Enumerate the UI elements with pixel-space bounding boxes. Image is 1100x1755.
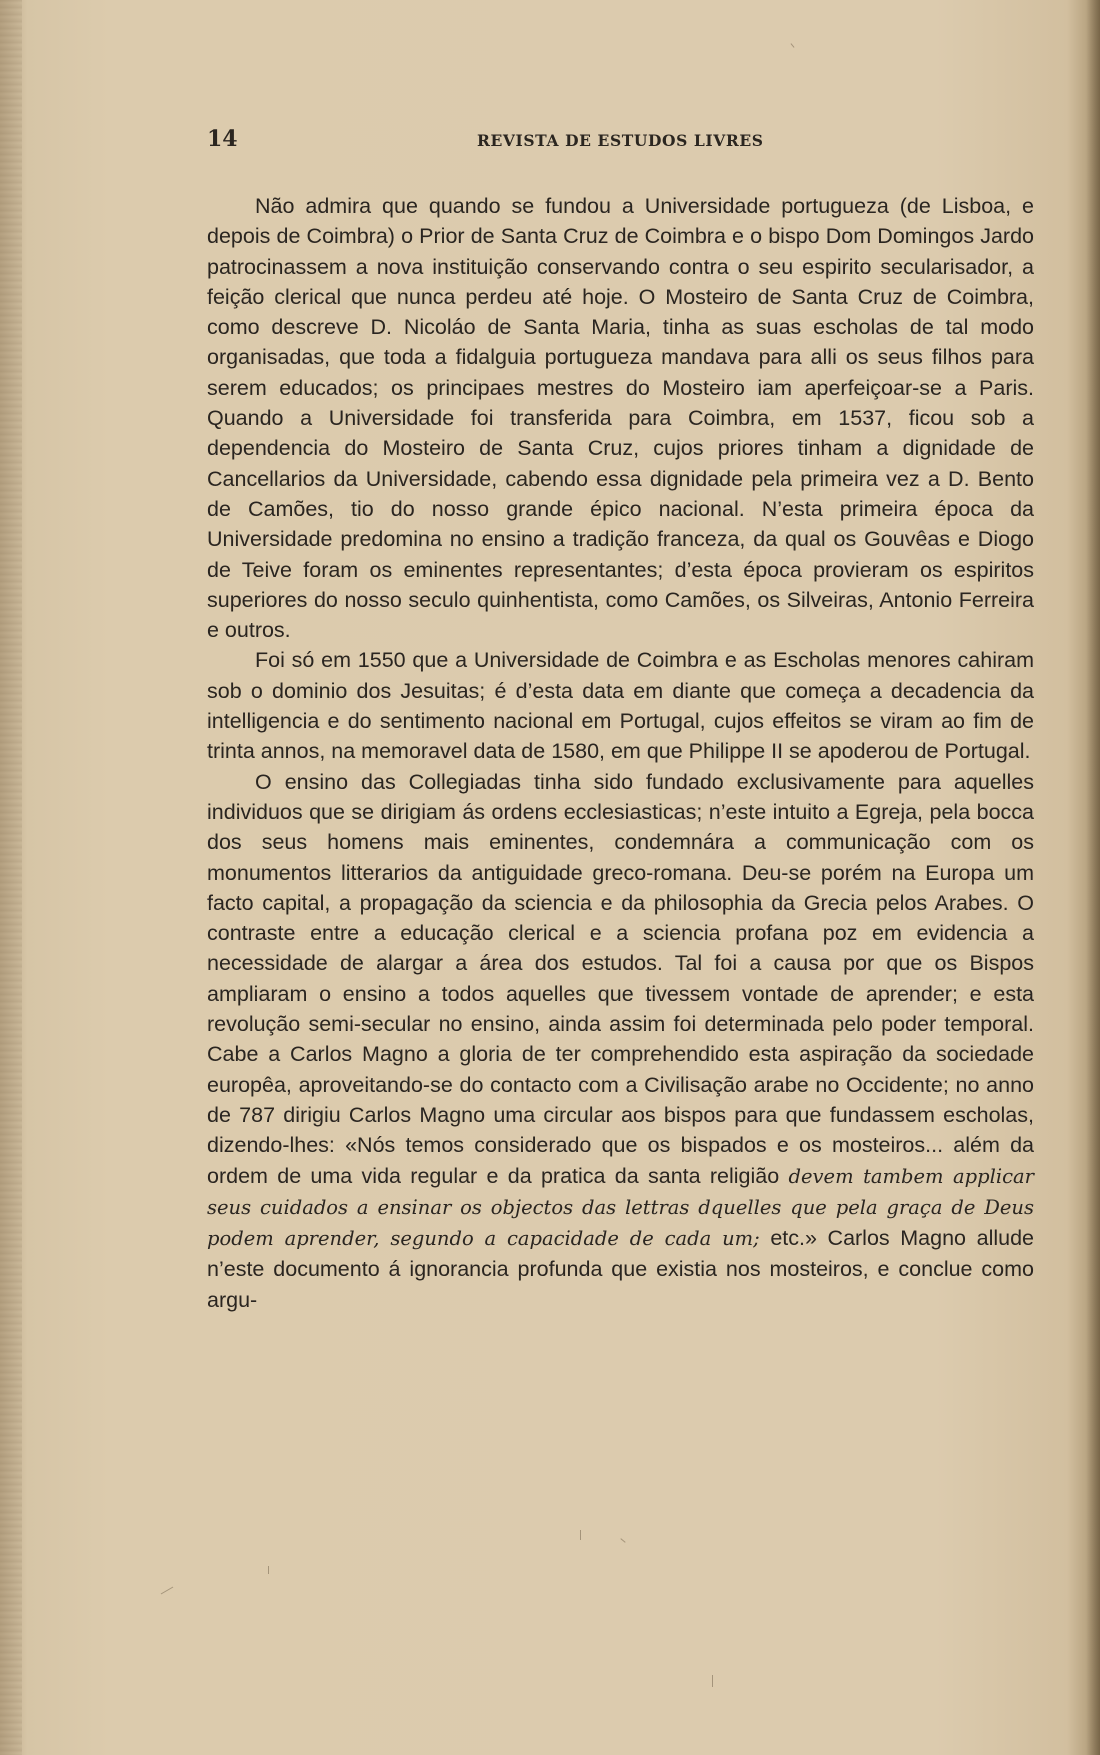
paragraph-3: [207, 767, 1034, 1315]
page-left-edge: [0, 0, 22, 1755]
paragraph-3-start: O ensino das Collegiadas tinha sido fundado exclusivamente para aquelles individuos que se dirigiam ás ordens ecclesiasticas; n’este intuito a Egreja, pela bocca dos seus homens mais eminentes, condemnára a communicação com os monumentos litterarios da antiguidade greco-romana. Deu-se porém na Europa um facto capital, a propagação da sciencia e da philosophia da Grecia pelos Arabes. O contraste entre a educação clerical e a sciencia profana poz em evidencia a necessidade de alargar a área dos estudos. Tal foi a causa por que os Bispos ampliaram o ensino a todos aquelles que tivessem vontade de aprender; e esta revolução semi-secular no ensino, ainda assim foi determinada pelo poder temporal. Cabe a Carlos Magno a gloria de ter comprehendido esta aspiração da sociedade europêa, aproveitando-se do contacto com a Civilisação arabe no Occidente; no anno de 787 dirigiu Carlos Magno uma circular aos bispos para que fundassem escholas, dizendo-lhes: «Nós temos considerado que os bispados e os mosteiros... além da ordem de uma vida regular e da pratica da santa religião: [207, 769, 1034, 1188]
page-header: [207, 126, 1034, 156]
page-number: 14: [207, 126, 238, 152]
page-right-edge: [1086, 0, 1100, 1755]
paragraph-1: Não admira que quando se fundou a Universidade portugueza (de Lisboa, e depois de Coimbra) o Prior de Santa Cruz de Coimbra e o bispo Dom Domingos Jardo patrocinassem a nova instituição conservando contra o seu espirito secularisador, a feição clerical que nunca perdeu até hoje. O Mosteiro de Santa Cruz de Coimbra, como descreve D. Nicoláo de Santa Maria, tinha as suas escholas de tal modo organisadas, que toda a fidalguia portugueza mandava para alli os seus filhos para serem educados; os principaes mestres do Mosteiro iam aperfeiçoar-se a Paris. Quando a Universidade foi transferida para Coimbra, em 1537, ficou sob a dependencia do Mosteiro de Santa Cruz, cujos priores tinham a dignidade de Cancellarios da Universidade, cabendo essa dignidade pela primeira vez a D. Bento de Camões, tio do nosso grande épico nacional. N’esta primeira época da Universidade predomina no ensino a tradição franceza, da qual os Gouvêas e Diogo de Teive foram os eminentes representantes; d’esta época provieram os espiritos superiores do nosso seculo quinhentista, como Camões, os Silveiras, Antonio Ferreira e outros.: [207, 194, 1034, 643]
paragraph-2: Foi só em 1550 que a Universidade de Coimbra e as Escholas menores cahiram sob o dominio dos Jesuitas; é d’esta data em diante que começa a decadencia da intelligencia e do sentimento nacional em Portugal, cujos effeitos se viram ao fim de trinta annos, na memoravel data de 1580, em que Philippe II se apoderou de Portugal.: [207, 648, 1034, 764]
body-text: [207, 191, 1034, 1315]
running-title: REVISTA DE ESTUDOS LIVRES: [477, 131, 764, 150]
paragraph-3-end: etc.» Carlos Magno allude n’este documento á ignorancia profunda que existia nos mosteiros, e conclue como argu-: [207, 1226, 1035, 1312]
quotation-italic: devem tambem applicar seus cuidados a ensinar os objectos das lettras dquelles que pela graça de Deus podem aprender, segundo a capacidade de cada um;: [207, 1164, 1034, 1251]
